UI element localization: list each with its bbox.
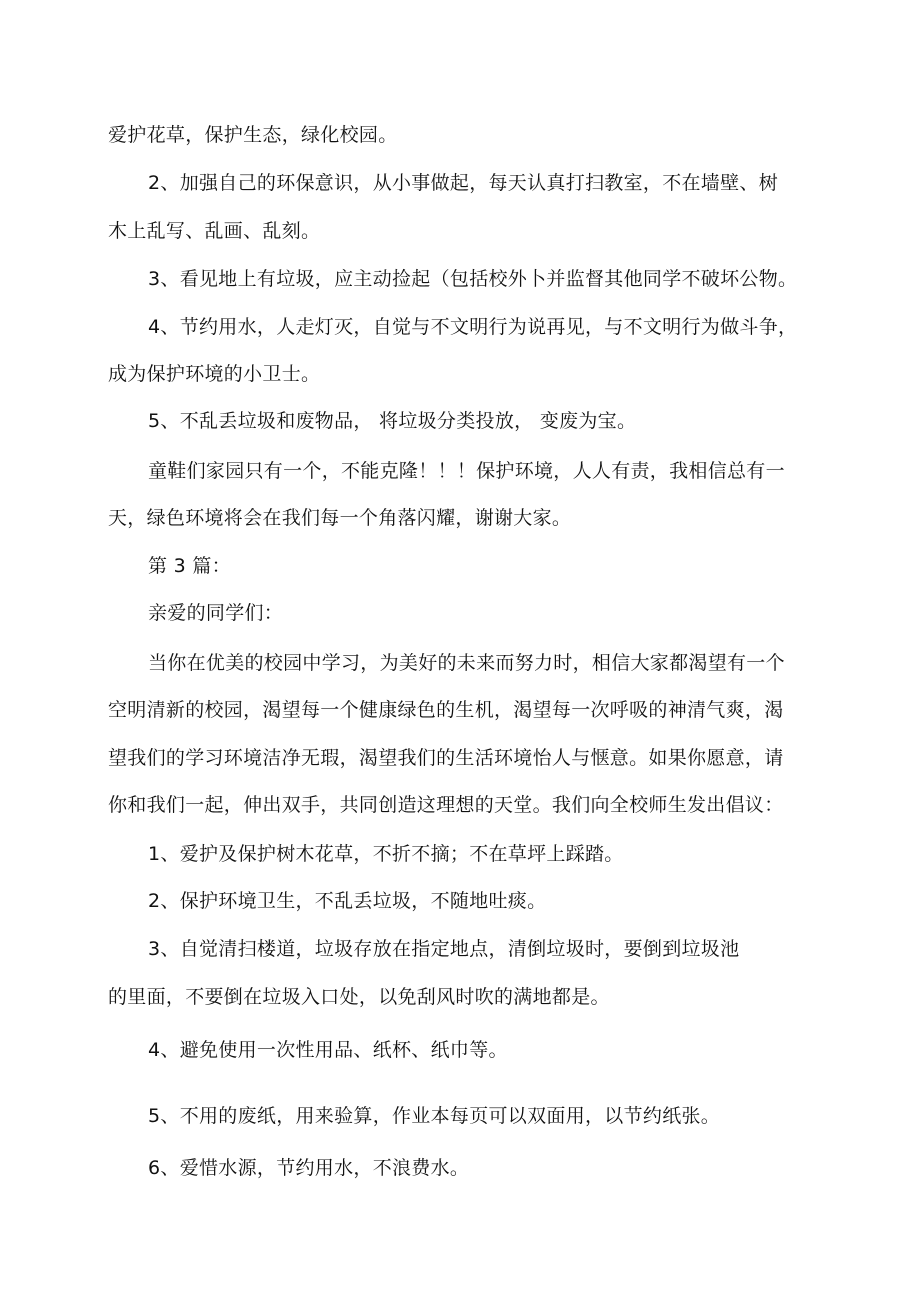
paragraph-line: 5、不乱丢垃圾和废物品， 将垃圾分类投放， 变废为宝。	[148, 410, 637, 432]
list-item: 2、保护环境卫生，不乱丢垃圾，不随地吐痰。	[148, 890, 547, 912]
list-item: 1、爱护及保护树木花草，不折不摘；不在草坪上踩踏。	[148, 843, 624, 865]
list-item: 3、自觉清扫楼道，垃圾存放在指定地点，清倒垃圾时，要倒到垃圾池	[148, 938, 740, 960]
paragraph-line: 童鞋们家园只有一个，不能克隆！！！保护环境，人人有责，我相信总有一	[148, 460, 785, 482]
paragraph-line: 木上乱写、乱画、乱刻。	[108, 220, 321, 242]
salutation: 亲爱的同学们：	[148, 602, 284, 624]
paragraph-line: 天，绿色环境将会在我们每一个角落闪耀，谢谢大家。	[108, 507, 572, 529]
paragraph-line: 爱护花草，保护生态，绿化校园。	[108, 124, 398, 146]
paragraph-line: 你和我们一起，伸出双手，共同创造这理想的天堂。我们向全校师生发出倡议：	[108, 794, 784, 816]
paragraph-line: 空明清新的校园，渴望每一个健康绿色的生机，渴望每一次呼吸的神清气爽，渴	[108, 699, 784, 721]
paragraph-line: 当你在优美的校园中学习，为美好的未来而努力时，相信大家都渴望有一个	[148, 652, 785, 674]
paragraph-line: 4、节约用水，人走灯灭，自觉与不文明行为说再见，与不文明行为做斗争，	[148, 316, 798, 338]
list-item-continuation: 的里面，不要倒在垃圾入口处，以免刮风时吹的满地都是。	[108, 986, 610, 1008]
section-heading: 第 3 篇：	[148, 555, 231, 577]
paragraph-line: 2、加强自己的环保意识，从小事做起，每天认真打扫教室，不在墙壁、树	[148, 172, 778, 194]
list-item: 5、不用的废纸，用来验算，作业本每页可以双面用，以节约纸张。	[148, 1105, 721, 1127]
list-item: 4、避免使用一次性用品、纸杯、纸巾等。	[148, 1039, 508, 1061]
paragraph-line: 望我们的学习环境洁净无瑕，渴望我们的生活环境怡人与惬意。如果你愿意，请	[108, 747, 784, 769]
list-item: 6、爱惜水源，节约用水，不浪费水。	[148, 1157, 470, 1179]
paragraph-line: 成为保护环境的小卫士。	[108, 363, 321, 385]
paragraph-line: 3、看见地上有垃圾，应主动捡起（包括校外卜并监督其他同学不破坏公物。	[148, 268, 798, 290]
